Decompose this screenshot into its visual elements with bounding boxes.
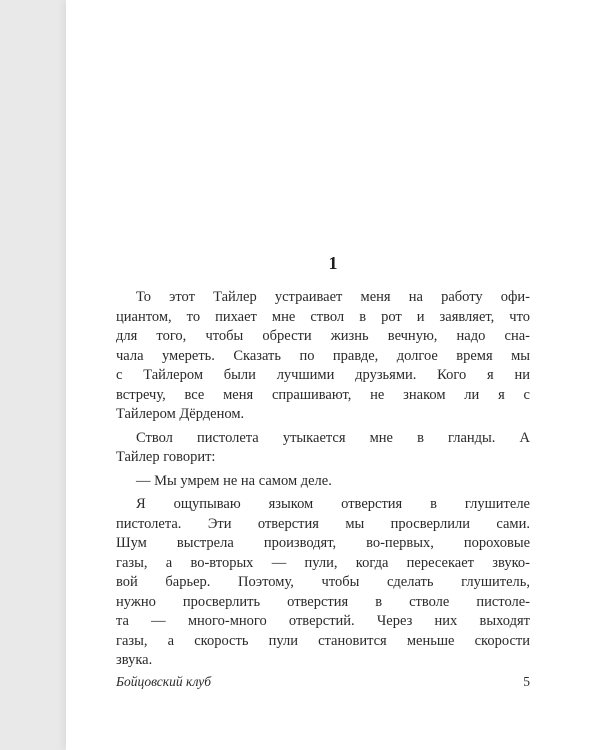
text-line: То этот Тайлер устраивает меня на работу офи- — [136, 289, 530, 305]
paragraph — [116, 495, 530, 671]
text-line: чала умереть. Сказать по правде, долгое время мы — [116, 347, 530, 364]
text-line: нужно просверлить отверстия в стволе пистоле- — [116, 593, 530, 610]
text-line: Тайлером Дёрденом. — [116, 406, 245, 422]
text-line: для того, чтобы обрести жизнь вечную, надо сна- — [116, 328, 530, 344]
text-line: вой барьер. Поэтому, чтобы сделать глушитель, — [116, 574, 530, 590]
paragraph — [116, 429, 530, 468]
text-line: с Тайлером были лучшими друзьями. Кого я ни — [116, 367, 530, 383]
text-line: звука. — [116, 652, 153, 668]
page-number: 5 — [523, 674, 530, 689]
text-line: встречу, все меня спрашивают, не знаком ли я с — [116, 386, 530, 403]
body-text — [116, 288, 530, 671]
text-line: пистолета. Эти отверстия мы просверлили сами. — [116, 515, 530, 532]
text-line: Шум выстрела производят, во-первых, пороховые — [116, 535, 530, 551]
text-line: циантом, то пихает мне ствол в рот и заявляет, что — [116, 308, 530, 325]
book-page — [66, 0, 600, 750]
text-line: та — много-много отверстий. Через них выходят — [116, 613, 530, 629]
text-line: Тайлер говорит: — [116, 449, 216, 465]
text-line: Я ощупываю языком отверстия в глушителе — [136, 496, 530, 512]
text-line: газы, а во-вторых — пули, когда пересекает звуко- — [116, 554, 530, 571]
paragraph — [116, 288, 530, 425]
running-title: Бойцовский клуб — [116, 674, 212, 689]
paragraph — [116, 472, 530, 492]
text-line: газы, а скорость пули становится меньше скорости — [116, 632, 530, 649]
text-line: Ствол пистолета утыкается мне в гланды. А — [136, 429, 530, 446]
chapter-number: 1 — [328, 253, 338, 273]
page-footer — [116, 674, 530, 694]
text-line: — Мы умрем не на самом деле. — [136, 472, 332, 489]
